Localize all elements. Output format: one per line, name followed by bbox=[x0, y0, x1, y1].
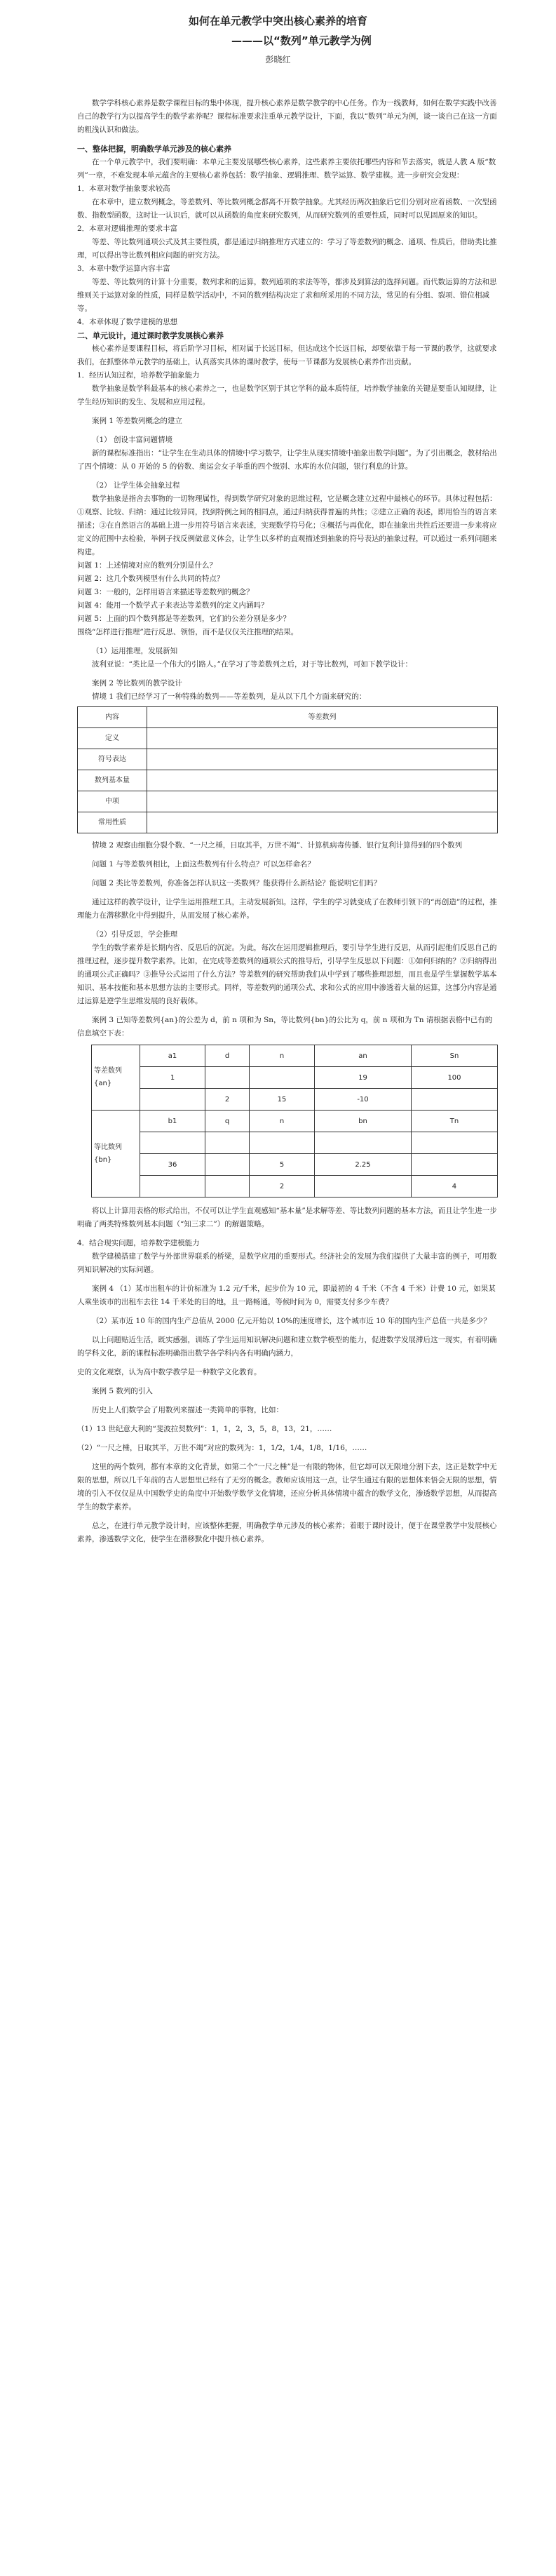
table-row bbox=[92, 1154, 498, 1176]
table-row bbox=[78, 749, 498, 770]
table-cell: a1 bbox=[140, 1045, 205, 1067]
table-cell: q bbox=[205, 1111, 250, 1132]
table-row bbox=[78, 791, 498, 812]
table-cell: 符号表达 bbox=[78, 749, 147, 770]
paragraph: 等差、等比数列通项公式及其主要性质，都是通过归纳推理方式建立的：学习了等差数列的概念、通项、性质后，借助类比推理，可以得出等比数列相应问题的研究方法。 bbox=[77, 238, 497, 260]
table-cell: n bbox=[250, 1045, 315, 1067]
subheading: 2．本章对逻辑推理的要求丰富 bbox=[77, 224, 178, 233]
table-cell: 2 bbox=[205, 1089, 250, 1111]
table-cell: 中项 bbox=[78, 791, 147, 812]
subheading: 1．经历认知过程，培养数学抽象能力 bbox=[77, 371, 200, 380]
table-cell: n bbox=[250, 1111, 315, 1132]
table-cell: 内容 bbox=[78, 707, 147, 728]
section-heading-2: 二、单元设计，通过课时教学发展核心素养 bbox=[77, 331, 224, 340]
subheading: 4．结合现实问题，培养数学建模能力 bbox=[77, 1239, 200, 1247]
paragraph: 数学抽象是指舍去事物的一切物理属性，得到数学研究对象的思维过程，它是概念建立过程中最核心的环节。具体过程包括：①观察、比较、归纳：通过比较异同，找到特例之间的相同点，通过归纳获得普遍的共性；②建立正确的表述，即用恰当的语言来描述；③在自然语言的基础上进一步用符号语言来表述，实现数学符号化；④概括与再优化，即在抽象出共性后还要进一步来将应定义的范围中去检验，举例子找反例做意义体会，让学生以多样的直观描述到抽象的符号表达的抽象过程，可以通过一系列问题来构建。 bbox=[77, 495, 497, 556]
table-cell bbox=[315, 1132, 412, 1154]
row-label-text: 等比数列 bbox=[94, 1143, 122, 1151]
question: 问题 5：上面的四个数列都是等差数列，它们的公差分别是多少？ bbox=[77, 615, 291, 623]
table-cell bbox=[140, 1132, 205, 1154]
case-step: （2） 让学生体会抽象过程 bbox=[92, 481, 180, 490]
author-name: 彭晓红 bbox=[265, 55, 291, 65]
row-label bbox=[92, 1045, 140, 1111]
document-subtitle: ———以“数列”单元教学为例 bbox=[231, 34, 372, 47]
table-cell: 19 bbox=[315, 1067, 412, 1089]
table-row bbox=[92, 1089, 498, 1111]
subheading: 3．本章中数学运算内容丰富 bbox=[77, 264, 170, 273]
question: 问题 1：上述情境对应的数列分别是什么？ bbox=[77, 561, 217, 570]
sequence-example: （2）“一尺之棰，日取其半，万世不竭”对应的数列为：1，1/2，1/4，1/8，1/16，…… bbox=[77, 1444, 367, 1452]
table-cell: d bbox=[205, 1045, 250, 1067]
question: 问题 1 与等差数列相比，上面这些数列有什么特点？可以怎样命名？ bbox=[92, 860, 315, 868]
example: 案例 4 （1）某市出租车的计价标准为 1.2 元/千米，起步价为 10 元，即最初的 4 千米（不含 4 千米）计费 10 元，如果某人乘坐该市的出租车去往 14 千米处的目的地，且一路畅通，等候时间为 0，需要支付多少车费？ bbox=[77, 1284, 496, 1306]
table-cell: 定义 bbox=[78, 728, 147, 749]
row-label-sub: {an} bbox=[94, 1080, 112, 1087]
paragraph: 通过这样的教学设计，让学生运用推理工具，主动发展新知。这样，学生的学习就变成了在教师引领下的“再创造”的过程，推理能力在潜移默化中得到提升，从而发展了核心素养。 bbox=[77, 898, 497, 920]
paragraph: 历史上人们数学会了用数列来描述一类简单的事物，比如： bbox=[92, 1406, 283, 1414]
paragraph: 波利亚说：“类比是一个伟大的引路人。”在学习了等差数列之后，对于等比数列，可如下教学设计： bbox=[92, 660, 412, 669]
paragraph: 学生的数学素养是长期内省、反思后的沉淀。为此，每次在运用逻辑推理后，要引导学生进行反思，从而引起他们反思自己的推理过程，逐步提升数学素养。比如，在完成等差数列的通项公式的推导后，引导学生反思以下问题：①如何归纳的？②归纳得出的通项公式正确吗？③推导公式运用了什么方法？等差数列的研究帮助我们从中学到了哪些推理思想，而且也是学生掌握数学基本知识、基本技能和基本思想方法的主要形式。同样，等差数列的通项公式、求和公式的应用中渗透着大量的运算，这部分内容是通过运算是逆学生思维发展的良好载体。 bbox=[77, 944, 497, 1005]
table-cell bbox=[411, 1132, 497, 1154]
paragraph: 数学建模搭建了数学与外部世界联系的桥梁，是数学应用的重要形式。经济社会的发展为我们提供了大量丰富的例子，可用数列知识解决的实际问题。 bbox=[77, 1252, 497, 1274]
table-row bbox=[78, 728, 498, 749]
table-cell: 36 bbox=[140, 1154, 205, 1176]
paragraph: 以上问题贴近生活，既实感强，训练了学生运用知识解决问题和建立数学模型的能力，促进数学发展滞后这一现实，有着明确的学科文化，新的课程标准明确指出数学各学科内各有明确内涵力， bbox=[77, 1336, 497, 1357]
paragraph: 新的课程标准指出：“让学生在生动具体的情境中学习数学，让学生从现实情境中抽象出数学问题”。为了引出概念，教材给出了四个情境：从 0 开始的 5 的倍数、奥运会女子举重的四个级别、水库的水位问题，银行利息的计算。 bbox=[77, 449, 497, 471]
table-cell: 100 bbox=[411, 1067, 497, 1089]
table-row bbox=[78, 707, 498, 728]
case-step: （2）引导反思，学会推理 bbox=[92, 930, 178, 939]
table-cell: 常用性质 bbox=[78, 812, 147, 833]
row-label-sub: {bn} bbox=[94, 1155, 112, 1164]
table-cell bbox=[250, 1067, 315, 1089]
document-title: 如何在单元教学中突出核心素养的培育 bbox=[188, 15, 367, 27]
table-cell bbox=[147, 770, 498, 791]
table-cell bbox=[140, 1089, 205, 1111]
table-cell bbox=[205, 1176, 250, 1198]
table-row bbox=[78, 770, 498, 791]
table-cell: b1 bbox=[140, 1111, 205, 1132]
table-cell: 数列基本量 bbox=[78, 770, 147, 791]
table-cell bbox=[411, 1154, 497, 1176]
comparison-table bbox=[77, 706, 498, 833]
paragraph: 将以上计算用表格的形式给出，不仅可以让学生直观感知“基本量”是求解等差、等比数列问题的基本方法，而且让学生进一步明确了两类特殊数列基本问题（“知三求二”）的解题策略。 bbox=[77, 1207, 497, 1228]
article-body bbox=[77, 97, 498, 1546]
paragraph: 在本章中，建立数列概念，等差数列、等比数列概念都离不开数学抽象。尤其经历两次抽象后它们分别对应着函数、一次型函数、指数型函数，这时让一认识后，就可以从函数的角度来研究数列，从而研究数列的重要性质，同时可以见固原来的知识。 bbox=[77, 198, 497, 220]
paragraph: 围绕“怎样进行推理”进行反思、领悟，而不是仅仅关注推理的结果。 bbox=[77, 628, 299, 636]
subheading: 4．本章体现了数学建模的思想 bbox=[77, 318, 178, 326]
sequence-table bbox=[91, 1045, 498, 1198]
question: 问题 2：这几个数列模型有什么共同的特点？ bbox=[77, 575, 224, 583]
table-cell: 2 bbox=[250, 1176, 315, 1198]
question: 问题 2 类比等差数列，你准备怎样认识这一类数列？能获得什么新结论？能说明它们吗？ bbox=[92, 879, 381, 887]
question: 问题 3：一般的，怎样用语言来描述等差数列的概念？ bbox=[77, 588, 254, 596]
paragraph: 等差、等比数列的计算十分重要，数列求和的运算，数列通项的求法等等，都涉及到算法的选择问题。而代数运算的方法和思维则关于运算对象的性质，同样是数学活动中，不同的数列结构决定了求和所采用的不同方法，常见的有分组、裂项、错位相减等。 bbox=[77, 278, 497, 313]
table-cell: 15 bbox=[250, 1089, 315, 1111]
paragraph: 数学抽象是数学科最基本的核心素养之一，也是数学区别于其它学科的最本质特征，培养数学抽象的关键是要重认知规律，让学生经历知识的发生、发展和应用过程。 bbox=[77, 384, 497, 406]
table-cell bbox=[140, 1176, 205, 1198]
row-label-text: 等差数列 bbox=[94, 1067, 122, 1075]
table-cell bbox=[315, 1176, 412, 1198]
case-title: 案例 3 已知等差数列{an}的公差为 d，前 n 项和为 Sn，等比数列{bn}的公比为 q，前 n 项和为 Tn 请根据表格中已有的信息填空下表： bbox=[77, 1016, 493, 1038]
case-step: （1） 创设丰富问题情境 bbox=[92, 436, 173, 444]
question: 问题 4：能用一个数学式子来表达等差数列的定义内涵吗？ bbox=[77, 601, 269, 610]
table-cell: Tn bbox=[411, 1111, 497, 1132]
table-cell bbox=[205, 1067, 250, 1089]
table-row bbox=[92, 1067, 498, 1089]
table-cell bbox=[147, 791, 498, 812]
scene-text: 情境 1 我们已经学习了一种特殊的数列——等差数列，是从以下几个方面来研究的： bbox=[92, 692, 367, 701]
table-row bbox=[92, 1132, 498, 1154]
scene-text: 情境 2 观察由细胞分裂个数、“一尺之棰，日取其半，万世不竭”、计算机病毒传播、银行复利计算得到的四个数列 bbox=[92, 841, 463, 850]
subheading: 1．本章对数学抽象要求较高 bbox=[77, 185, 170, 193]
table-cell bbox=[147, 728, 498, 749]
table-cell: bn bbox=[315, 1111, 412, 1132]
case-title: 案例 2 等比数列的教学设计 bbox=[92, 679, 182, 687]
section-heading-1: 一、整体把握，明确数学单元涉及的核心素养 bbox=[77, 145, 231, 154]
table-cell: -10 bbox=[315, 1089, 412, 1111]
table-cell: 1 bbox=[140, 1067, 205, 1089]
case-title: 案例 5 数列的引入 bbox=[92, 1387, 153, 1395]
intro-paragraph: 数学学科核心素养是数学课程目标的集中体现，提升核心素养是数学教学的中心任务。作为一线教师，如何在数学实践中改善自己的教学行为以提高学生的数学素养呢？课程标准要求注重单元教学设计，下面，我以“数列”单元为例，谈一谈自己在这一方面的粗浅认识和做法。 bbox=[77, 99, 497, 134]
paragraph: 这里的两个数列，都有本章的文化背景，如第二个“一尺之棰”是一有限的物体，但它却可以无限地分割下去，这正是数学中无限的思想，所以几千年前的古人思想里已经有了无穷的概念。教师应该用这一点，让学生通过有限的思想体来悟会无限的思想，情境的引入不仅仅是从中国数学史的角度中开始数学数学文化情境，还应分析具体情境中蕴含的数学文化，渗透数学思想，从而提高学生的数学素养。 bbox=[77, 1463, 497, 1511]
paragraph: 核心素养是要课程目标，将后阶学习目标，相对属于长远目标，但达成这个长远目标，却要依靠于每一节课的教学，这就要求我们，在抓整体单元教学的基础上，认真落实具体的课时教学，使每一节课都为发展核心素养作出贡献。 bbox=[77, 344, 497, 366]
table-header-cell: 等差数列 bbox=[147, 707, 498, 728]
table-cell: an bbox=[315, 1045, 412, 1067]
paragraph: 在一个单元教学中，我们要明确：本单元主要发展哪些核心素养，这些素养主要依托哪些内容和节去落实，就是人教 A 版“数列”一章，不难发现本单元蕴含的主要核心素养包括：数学抽象、逻辑推理、数学运算、数学建模。进一步研究会发现： bbox=[77, 158, 496, 180]
table-row bbox=[78, 812, 498, 833]
sequence-example: （1）13 世纪意大利的“斐波拉契数列”：1，1，2，3，5，8，13，21，…… bbox=[77, 1425, 332, 1433]
table-cell bbox=[147, 812, 498, 833]
row-label bbox=[92, 1111, 140, 1198]
case-step: （1）运用推理，发展新知 bbox=[92, 647, 178, 655]
table-cell bbox=[250, 1132, 315, 1154]
case-title: 案例 1 等差数列概念的建立 bbox=[92, 417, 182, 425]
table-cell bbox=[411, 1089, 497, 1111]
table-row bbox=[92, 1176, 498, 1198]
example: （2）某市近 10 年的国内生产总值从 2000 亿元开始以 10%的速度增长，这个城市近 10 年的国内生产总值一共是多少？ bbox=[92, 1317, 491, 1325]
table-row bbox=[92, 1045, 498, 1067]
table-row bbox=[92, 1111, 498, 1132]
summary-paragraph: 总之，在进行单元教学设计时，应该整体把握，明确教学单元涉及的核心素养；着眼于课时设计，便于在课堂教学中发展核心素养，渗透数学文化，使学生在潜移默化中提升核心素养。 bbox=[77, 1522, 497, 1543]
table-cell bbox=[205, 1154, 250, 1176]
table-cell: 4 bbox=[411, 1176, 497, 1198]
table-cell: 2.25 bbox=[315, 1154, 412, 1176]
table-cell bbox=[205, 1132, 250, 1154]
table-cell: 5 bbox=[250, 1154, 315, 1176]
table-cell bbox=[147, 749, 498, 770]
paragraph: 史的文化观察，认为高中数学教学是一种数学文化教育。 bbox=[77, 1368, 262, 1376]
table-cell: Sn bbox=[411, 1045, 497, 1067]
